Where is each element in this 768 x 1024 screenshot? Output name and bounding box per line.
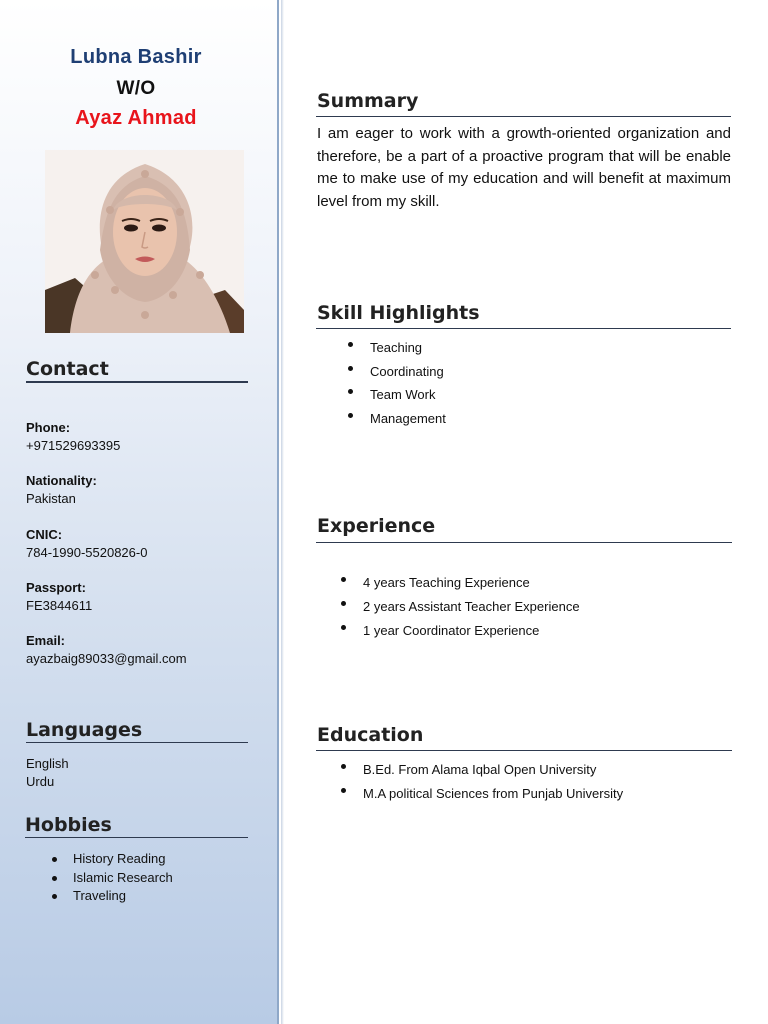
education-list [363,758,623,805]
skill-item: Teaching [370,336,446,360]
hobbies-list [52,850,173,906]
education-item: B.Ed. From Alama Iqbal Open University [363,758,623,782]
hobby-item: History Reading [52,850,173,869]
spouse-name: Ayaz Ahmad [75,107,197,129]
relation-label: W/O [116,78,156,99]
cnic-value: 784-1990-5520826-0 [26,545,148,560]
language-item: English [26,756,69,771]
email-label: Email: [26,633,66,648]
hobby-item: Traveling [52,887,173,906]
skill-item: Management [370,407,446,431]
summary-rule [316,116,731,117]
languages-heading: Languages [26,719,248,743]
sidebar-divider [281,0,284,1024]
experience-rule [316,542,732,543]
experience-list [363,571,580,643]
skills-list [370,336,446,430]
hobby-item: Islamic Research [52,869,173,888]
experience-item: 2 years Assistant Teacher Experience [363,595,580,619]
experience-item: 1 year Coordinator Experience [363,619,580,643]
skill-item: Team Work [370,383,446,407]
hobbies-heading: Hobbies [25,814,248,838]
nationality-label: Nationality: [26,473,97,488]
email-value: ayazbaig89033@gmail.com [26,651,187,666]
cnic-label: CNIC: [26,527,63,542]
education-heading: Education [317,724,424,746]
passport-value: FE3844611 [26,598,93,613]
education-item: M.A political Sciences from Punjab University [363,782,623,806]
education-rule [316,750,732,751]
contact-heading: Contact [26,358,248,383]
language-item: Urdu [26,774,55,789]
skills-heading: Skill Highlights [317,302,480,324]
phone-value: +971529693395 [26,438,121,453]
nationality-value: Pakistan [26,491,76,506]
experience-heading: Experience [317,515,436,537]
skills-rule [316,328,731,329]
summary-heading: Summary [317,90,419,112]
passport-label: Passport: [26,580,86,595]
phone-label: Phone: [26,420,71,435]
skill-item: Coordinating [370,360,446,384]
candidate-name: Lubna Bashir [70,46,202,68]
profile-photo [45,150,244,333]
experience-item: 4 years Teaching Experience [363,571,580,595]
summary-text: I am eager to work with a growth-oriented organization and therefore, be a part of a proactive program that will be enable me to make use of my education and will benefit at maximum level from my skill. [317,125,731,210]
sidebar [0,0,279,1024]
